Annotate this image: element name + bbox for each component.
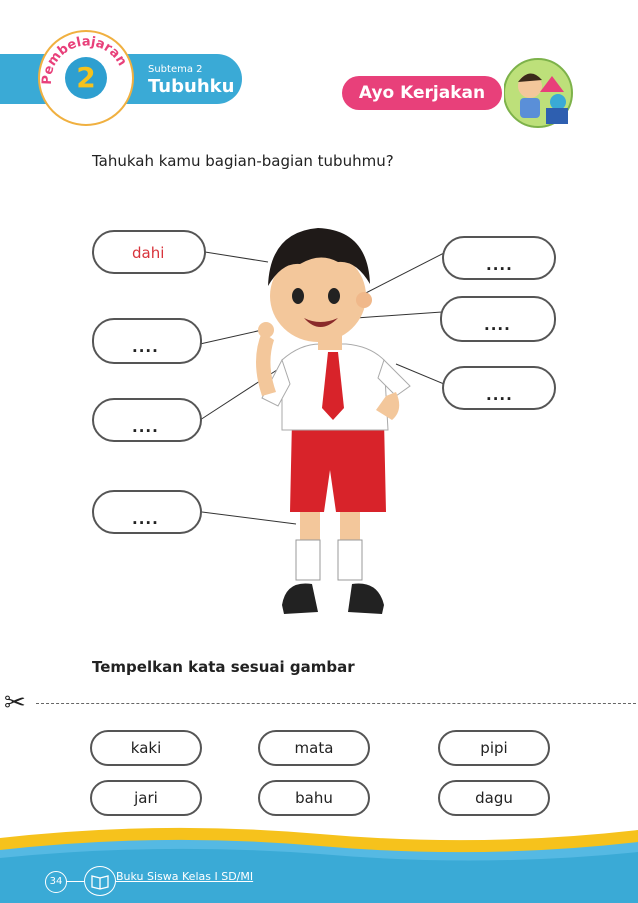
label-blank: .... bbox=[486, 386, 513, 404]
footer-divider bbox=[66, 881, 84, 882]
book-icon bbox=[84, 866, 116, 896]
label-blank: .... bbox=[132, 338, 159, 356]
page-number: 34 bbox=[45, 871, 67, 893]
activity-banner: Ayo Kerjakan bbox=[342, 76, 502, 110]
label-box-left-2[interactable] bbox=[92, 318, 202, 364]
word-card-dagu[interactable]: dagu bbox=[438, 780, 550, 816]
scissors-icon: ✂ bbox=[4, 688, 26, 718]
label-box-left-3[interactable] bbox=[92, 398, 202, 442]
word-card-pipi[interactable]: pipi bbox=[438, 730, 550, 766]
word-card-kaki[interactable]: kaki bbox=[90, 730, 202, 766]
label-box-left-4[interactable] bbox=[92, 490, 202, 534]
cut-line bbox=[36, 703, 636, 704]
label-box-right-1[interactable] bbox=[442, 236, 556, 280]
question-text: Tahukah kamu bagian-bagian tubuhmu? bbox=[92, 152, 394, 170]
lesson-number: 2 bbox=[65, 57, 107, 99]
subtheme-title: Tubuhku bbox=[148, 76, 235, 97]
label-blank: .... bbox=[132, 510, 159, 528]
label-box-right-2[interactable] bbox=[440, 296, 556, 342]
word-card-jari[interactable]: jari bbox=[90, 780, 202, 816]
svg-text:Pembelajaran: Pembelajaran bbox=[39, 34, 130, 86]
book-title-link[interactable]: Buku Siswa Kelas I SD/MI bbox=[116, 870, 254, 883]
instruction-text: Tempelkan kata sesuai gambar bbox=[92, 658, 355, 676]
label-blank: .... bbox=[486, 256, 513, 274]
label-text-dahi: dahi bbox=[132, 244, 165, 262]
label-blank: .... bbox=[484, 316, 511, 334]
label-box-dahi[interactable] bbox=[92, 230, 206, 274]
word-card-mata[interactable]: mata bbox=[258, 730, 370, 766]
label-box-right-3[interactable] bbox=[442, 366, 556, 410]
subtheme-label: Subtema 2 bbox=[148, 64, 203, 75]
label-blank: .... bbox=[132, 418, 159, 436]
word-card-bahu[interactable]: bahu bbox=[258, 780, 370, 816]
